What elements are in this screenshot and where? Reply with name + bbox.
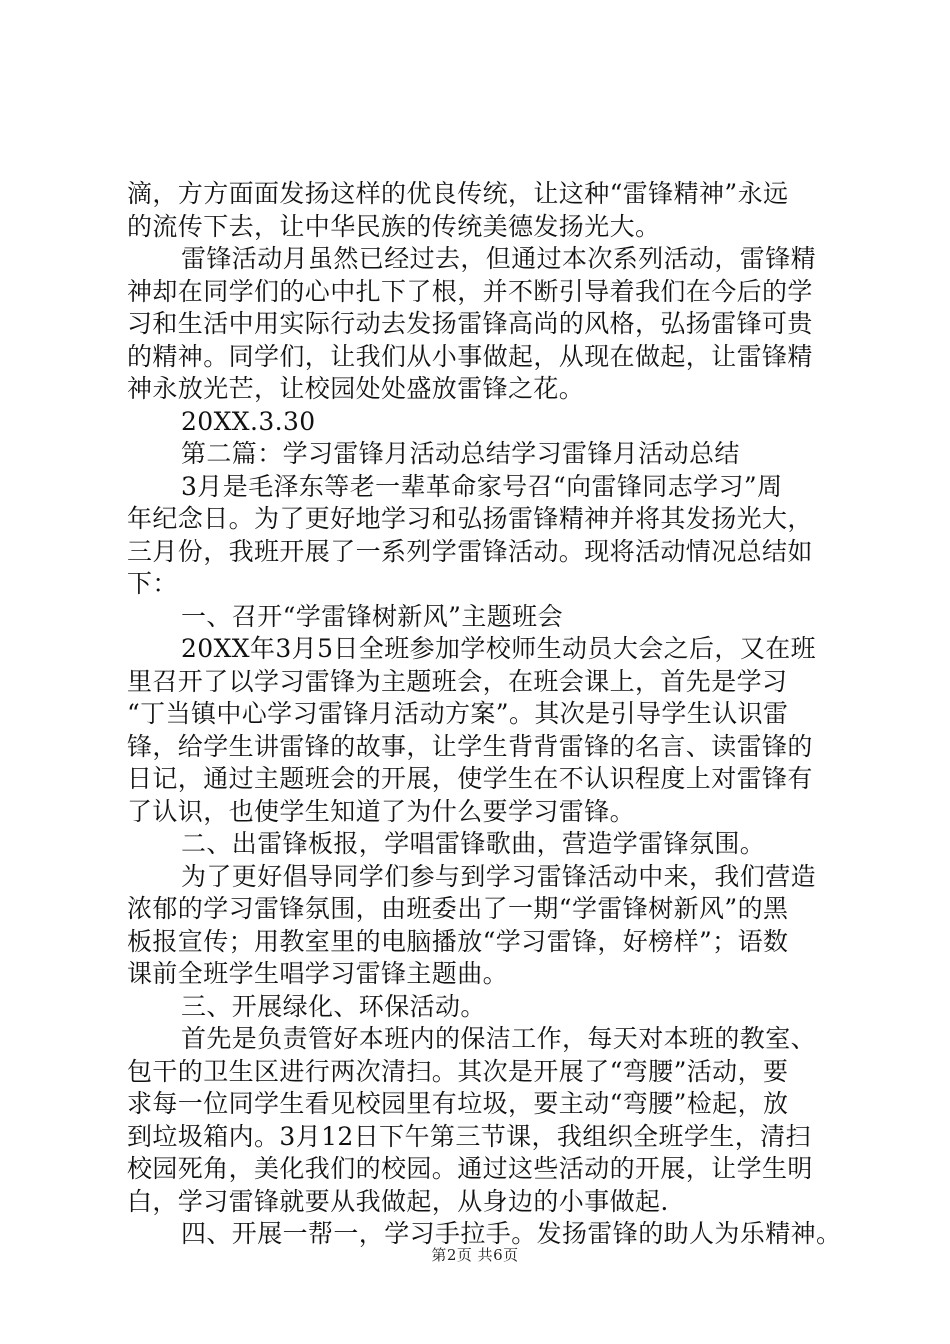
text-line: 神却在同学们的心中扎下了根，并不断引导着我们在今后的学: [127, 276, 813, 306]
text-line: 了认识，也使学生知道了为什么要学习雷锋。: [127, 796, 636, 826]
text-line: 3月是毛泽东等老一辈革命家号召“向雷锋同志学习”周: [181, 471, 783, 501]
page-footer: 第2页 共6页: [431, 1246, 519, 1264]
text-line: 一、召开“学雷锋树新风”主题班会: [181, 601, 563, 631]
document-body: [127, 178, 843, 1251]
text-line: 雷锋活动月虽然已经过去，但通过本次系列活动，雷锋精: [181, 244, 817, 273]
text-line: 日记，通过主题班会的开展，使学生在不认识程度上对雷锋有: [127, 764, 813, 793]
text-line: “丁当镇中心学习雷锋月活动方案”。其次是引导学生认识雷: [127, 699, 789, 728]
text-line: 20XX年3月5日全班参加学校师生动员大会之后，又在班: [181, 634, 817, 663]
text-line: 年纪念日。为了更好地学习和弘扬雷锋精神并将其发扬光大，: [127, 504, 813, 533]
text-line: 的流传下去，让中华民族的传统美德发扬光大。: [127, 211, 661, 241]
text-line: 校园死角，美化我们的校园。通过这些活动的开展，让学生明: [127, 1154, 813, 1183]
text-line: 首先是负责管好本班内的保洁工作，每天对本班的教室、: [181, 1024, 817, 1053]
text-line: 到垃圾箱内。3月12日下午第三节课，我组织全班学生，清扫: [127, 1121, 811, 1151]
text-line: 里召开了以学习雷锋为主题班会，在班会课上，首先是学习: [127, 666, 788, 696]
text-line: 三、开展绿化、环保活动。: [181, 991, 486, 1021]
text-line: 四、开展一帮一，学习手拉手。发扬雷锋的助人为乐精神。: [181, 1219, 842, 1248]
text-line: 白，学习雷锋就要从我做起，从身边的小事做起.: [127, 1186, 669, 1216]
text-line: 浓郁的学习雷锋氛围，由班委出了一期“学雷锋树新风”的黑: [127, 894, 789, 923]
text-line: 三月份，我班开展了一系列学雷锋活动。现将活动情况总结如: [127, 536, 813, 566]
text-line: 二、出雷锋板报，学唱雷锋歌曲，营造学雷锋氛围。: [181, 829, 766, 858]
text-line: 20XX.3.30: [181, 406, 316, 436]
text-line: 第二篇：学习雷锋月活动总结学习雷锋月活动总结: [181, 439, 740, 468]
text-line: 为了更好倡导同学们参与到学习雷锋活动中来，我们营造: [181, 861, 817, 891]
text-line: 求每一位同学生看见校园里有垃圾，要主动“弯腰”检起，放: [127, 1089, 789, 1118]
text-line: 滴，方方面面发扬这样的优良传统，让这种“雷锋精神”永远: [127, 179, 789, 208]
text-line: 习和生活中用实际行动去发扬雷锋高尚的风格，弘扬雷锋可贵: [127, 309, 813, 338]
text-line: 课前全班学生唱学习雷锋主题曲。: [127, 959, 509, 988]
text-line: 板报宣传；用教室里的电脑播放“学习雷锋，好榜样”；语数: [127, 926, 789, 956]
text-line: 锋，给学生讲雷锋的故事，让学生背背雷锋的名言、读雷锋的: [127, 731, 813, 761]
text-line: 下：: [127, 569, 178, 598]
text-line: 的精神。同学们，让我们从小事做起，从现在做起，让雷锋精: [127, 341, 813, 371]
text-line: 神永放光芒，让校园处处盛放雷锋之花。: [127, 374, 585, 403]
text-line: 包干的卫生区进行两次清扫。其次是开展了“弯腰”活动，要: [127, 1056, 789, 1086]
